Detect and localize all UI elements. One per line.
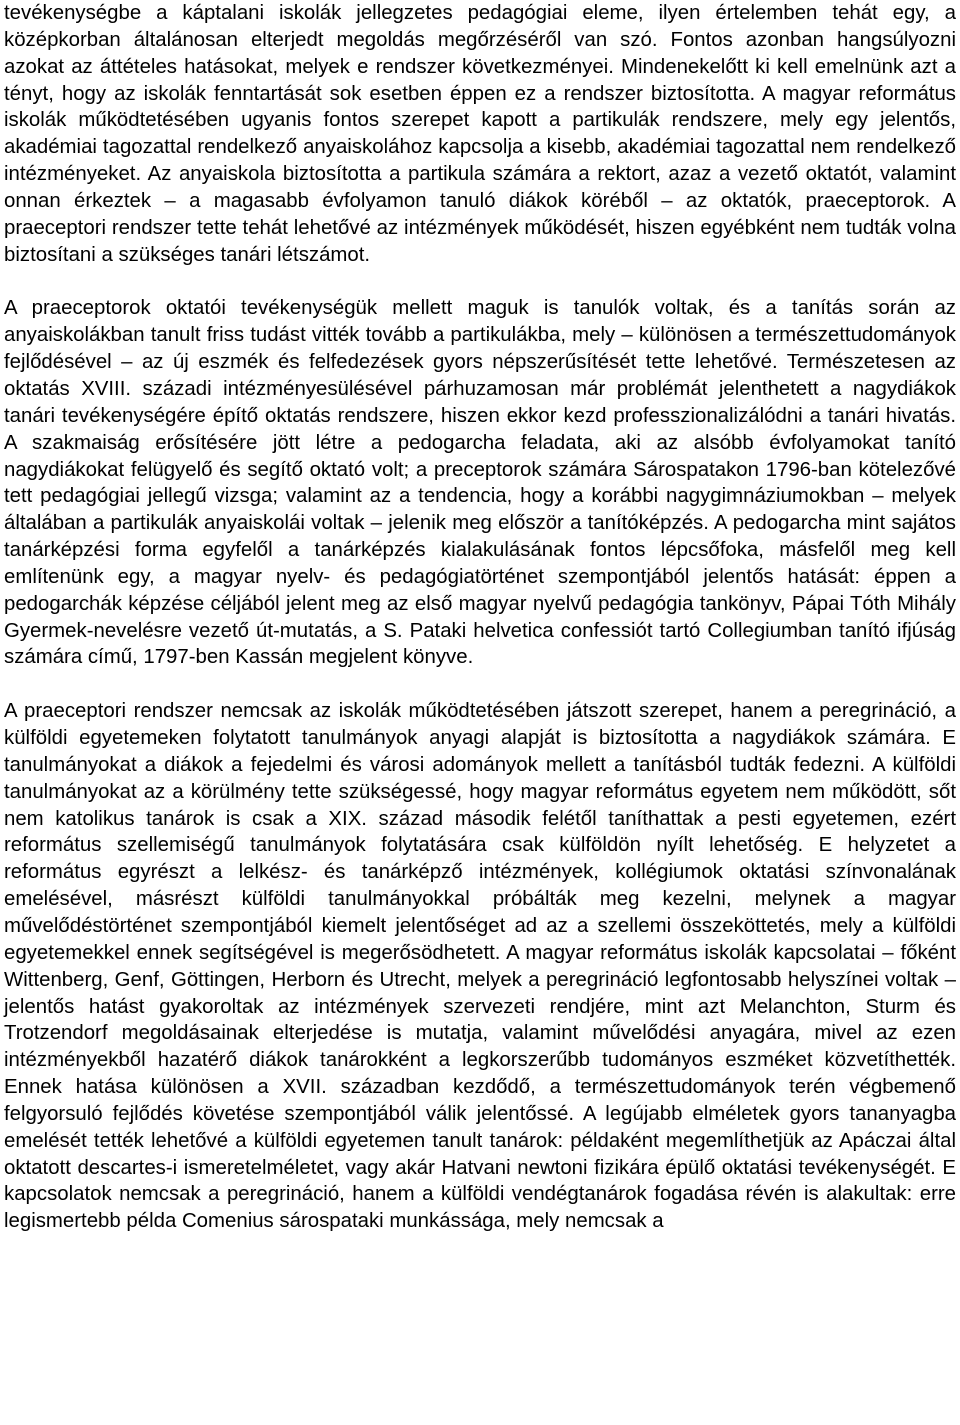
paragraph-1: tevékenységbe a káptalani iskolák jellegzetes pedagógiai eleme, ilyen értelemben tehát egy, a középkorban általánosan elterjedt megoldás megőrzéséről van szó. Fontos azonban hangsúlyozni azokat az áttételes hatásokat, melyek e rendszer következményei. Mindenekelőtt ki kell emelnünk azt a tényt, hogy az iskolák fenntartását sok esetben éppen ez a rendszer biztosította. A magyar református iskolák működtetésében ugyanis fontos szerepet kapott a partikulák rendszere, mely egy jelentős, akadémiai tagozattal rendelkező anyaiskolához kapcsolja a kisebb, akadémiai tagozattal nem rendelkező intézményeket. Az anyaiskola biztosította a partikula számára a rektort, azaz a vezető oktatót, valamint onnan érkeztek – a magasabb évfolyamon tanuló diákok köréből – az oktatók, praeceptorok. A praeceptori rendszer tette tehát lehetővé az intézmények működését, hiszen egyébként nem tudták volna biztosítani a szükséges tanári létszámot. (4, 2, 956, 266)
paragraph-3: A praeceptori rendszer nemcsak az iskolák működtetésében játszott szerepet, hanem a peregrináció, a külföldi egyetemeken folytatott tanulmányok anyagi alapját is biztosította a nagydiákok számára. E tanulmányokat a diákok a fejedelmi és városi adományok mellett a tanításból tudták fedezni. A külföldi tanulmányokat az a körülmény tette szükségessé, hogy magyar református egyetem nem működött, sőt nem katolikus tanárok is csak a XIX. század második felétől taníthattak a pesti egyetemen, ezért református szellemiségű tanulmányok folytatására csak külföldön nyílt lehetőség. E helyzetet a református egyrészt a lelkész- és tanárképző intézmények, kollégiumok oktatási színvonalának emelésével, másrészt külföldi tanulmányokkal próbálták meg kezelni, melynek a magyar művelődéstörténet szempontjából kiemelt jelentőséget ad az a szellemi összeköttetés, mely a külföldi egyetemekkel ennek segítségével is megerősödhetett. A magyar református iskolák kapcsolatai – főként Wittenberg, Genf, Göttingen, Herborn és Utrecht, melyek a peregrináció legfontosabb helyszínei voltak – jelentős hatást gyakoroltak az intézmények szervezeti rendjére, mint azt Melanchton, Sturm és Trotzendorf megoldásainak elterjedése is mutatja, valamint művelődési anyagára, mivel az ezen intézményekből hazatérő diákok tanárokként a legkorszerűbb tudományos eszméket közvetíthették. Ennek hatása különösen a XVII. században kezdődő, a természettudományok terén végbemenő felgyorsuló fejlődés követése szempontjából válik jelentőssé. A legújabb elméletek gyors tananyagba emelését tették lehetővé a külföldi egyetemen tanult tanárok: példaként megemlíthetjük az Apáczai által oktatott descartes-i ismeretelméletet, vagy akár Hatvani newtoni fizikára épülő oktatási tevékenységét. E kapcsolatok nemcsak a peregrináció, hanem a külföldi vendégtanárok fogadása révén is alakultak: erre legismertebb példa Comenius sárospataki munkássága, mely nemcsak a (4, 700, 956, 1233)
document-page (4, 0, 956, 1235)
paragraph-2: A praeceptorok oktatói tevékenységük mellett maguk is tanulók voltak, és a tanítás során az anyaiskolákban tanult friss tudást vitték tovább a partikulákba, mely – különösen a természettudományok fejlődésével – az új eszmék és felfedezések gyors népszerűsítését tette lehetővé. Természetesen az oktatás XVIII. századi intézményesülésével párhuzamosan már problémát jelenthetett a nagydiákok tanári tevékenységére építő oktatás rendszere, hiszen ekkor kezd professzionalizálódni a tanári hivatás. A szakmaiság erősítésére jött létre a pedogarcha feladata, aki az alsóbb évfolyamokat tanító nagydiákokat felügyelő és segítő oktató volt; a preceptorok számára Sárospatakon 1796-ban kötelezővé tett pedagógiai jellegű vizsga; valamint az a tendencia, hogy a korábbi nagygimnáziumokban – melyek általában a partikulák anyaiskolái voltak – jelenik meg először a tanítóképzés. A pedogarcha mint sajátos tanárképzési forma egyfelől a tanárképzés kialakulásának fontos lépcsőfoka, másfelől meg kell említenünk egy, a magyar nyelv- és pedagógiatörténet szempontjából jelentős hatását: éppen a pedogarchák képzése céljából jelent meg az első magyar nyelvű pedagógia tankönyv, Pápai Tóth Mihály Gyermek-nevelésre vezető út-mutatás, a S. Pataki helvetica confessiót tartó Collegiumban tanító ifjúság számára című, 1797-ben Kassán megjelent könyve. (4, 297, 956, 669)
